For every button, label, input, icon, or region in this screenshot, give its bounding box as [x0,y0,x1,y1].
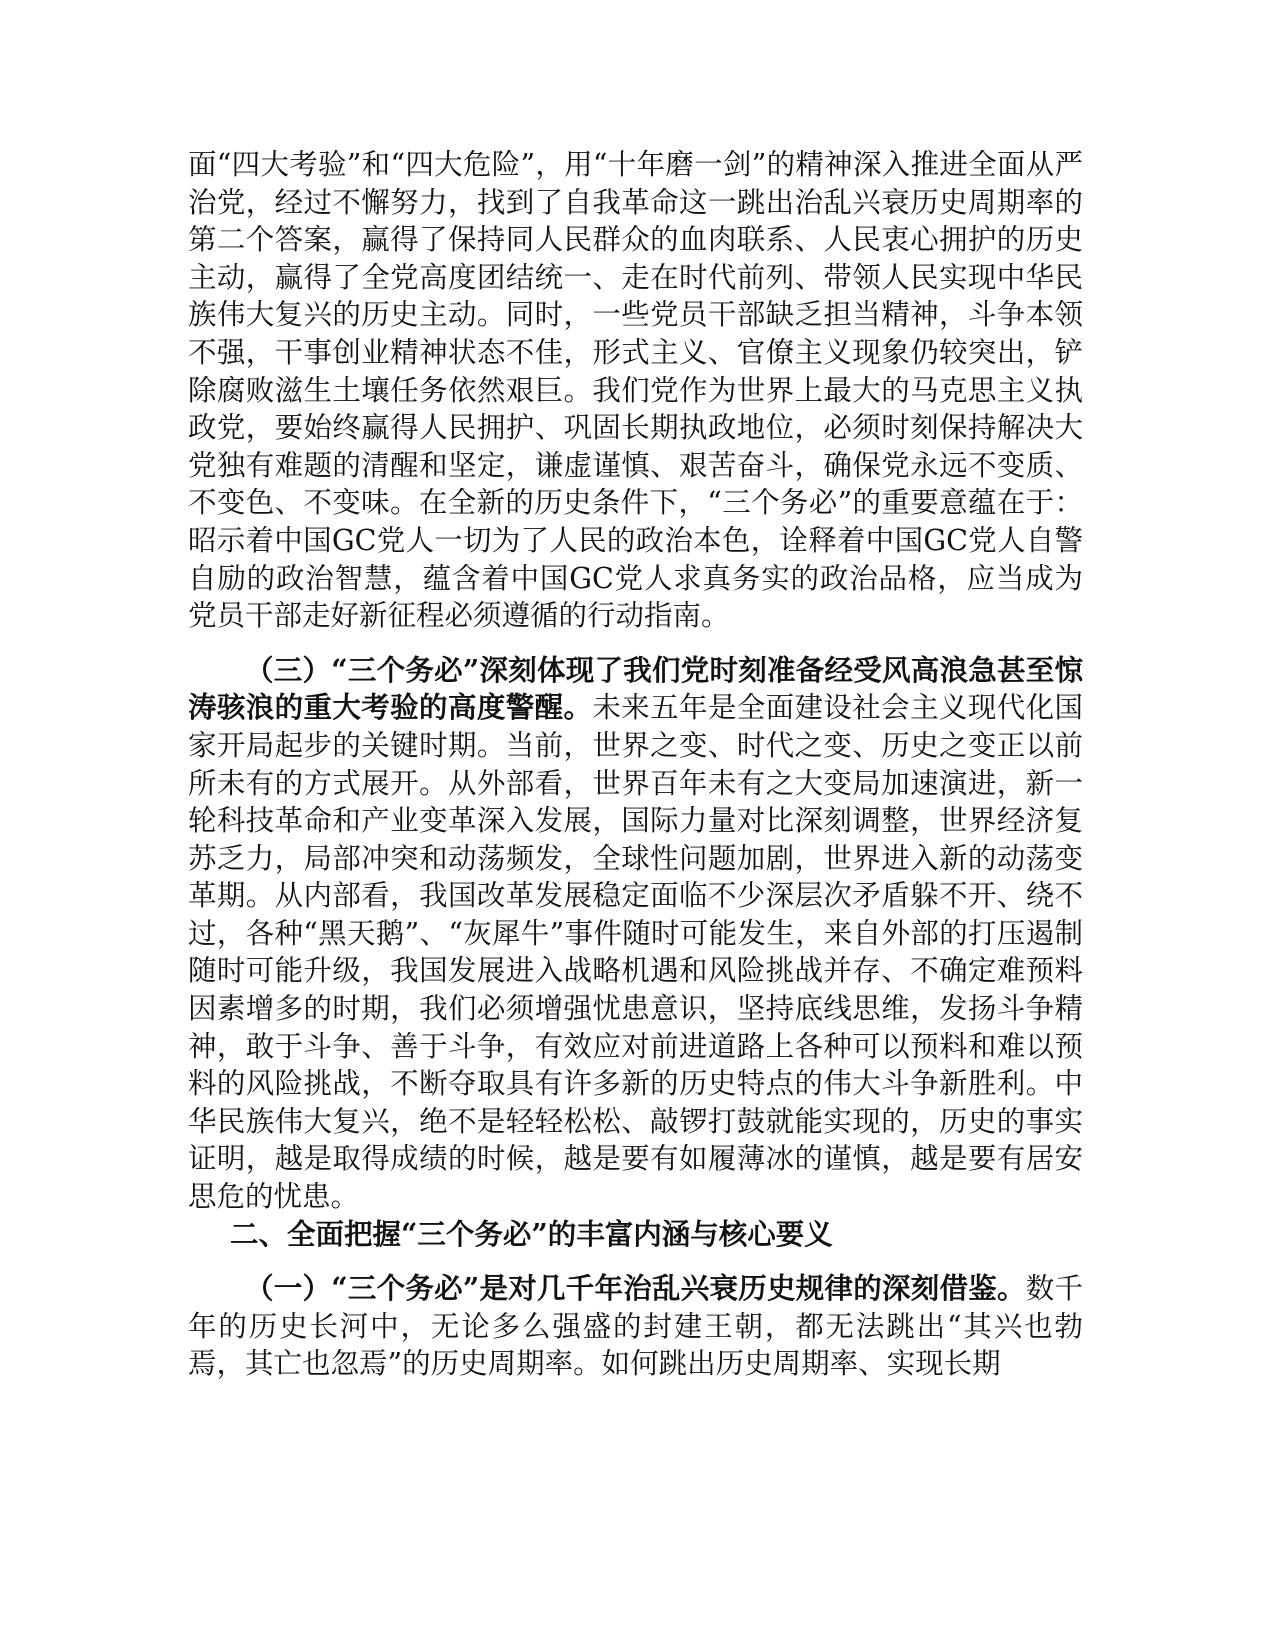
paragraph-text: 面“四大考验”和“四大危险”，用“十年磨一剑”的精神深入推进全面从严治党，经过不懈努力，找到了自我革命这一跳出治乱兴衰历史周期率的第二个答案，赢得了保持同人民群众的血肉联系、人民衷心拥护的历史主动，赢得了全党高度团结统一、走在时代前列、带领人民实现中华民族伟大复兴的历史主动。同时，一些党员干部缺乏担当精神，斗争本领不强，干事创业精神状态不佳，形式主义、官僚主义现象仍较突出，铲除腐败滋生土壤任务依然艰巨。我们党作为世界上最大的马克思主义执政党，要始终赢得人民拥护、巩固长期执政地位，必须时刻保持解决大党独有难题的清醒和坚定，谦虚谨慎、艰苦奋斗，确保党永远不变质、不变色、不变味。在全新的历史条件下，“三个务必”的重要意蕴在于：昭示着中国GC党人一切为了人民的政治本色，诠释着中国GC党人自警自励的政治智慧，蕴含着中国GC党人求真务实的政治品格，应当成为党员干部走好新征程必须遵循的行动指南。 [188,148,1083,633]
paragraph-bold-lead: （一）“三个务必”是对几千年治乱兴衰历史规律的深刻借鉴。 [245,1271,1026,1306]
paragraph-continued [188,146,1083,635]
paragraph-subsection-1 [188,1270,1083,1383]
section-heading: 二、全面把握“三个务必”的丰富内涵与核心要义 [230,1216,833,1251]
paragraph-text: 数千年的历史长河中，无论多么强盛的封建王朝，都无法跳出“其兴也勃焉，其亡也忽焉”的历史周期率。如何跳出历史周期率、实现长期 [188,1272,1083,1381]
paragraph-text: 未来五年是全面建设社会主义现代化国家开局起步的关键时期。当前，世界之变、时代之变、历史之变正以前所未有的方式展开。从外部看，世界百年未有之大变局加速演进，新一轮科技革命和产业变革深入发展，国际力量对比深刻调整，世界经济复苏乏力，局部冲突和动荡频发，全球性问题加剧，世界进入新的动荡变革期。从内部看，我国改革发展稳定面临不少深层次矛盾躲不开、绕不过，各种“黑天鹅”、“灰犀牛”事件随时可能发生，来自外部的打压遏制随时可能升级，我国发展进入战略机遇和风险挑战并存、不确定难预料因素增多的时期，我们必须增强忧患意识，坚持底线思维，发扬斗争精神，敢于斗争、善于斗争，有效应对前进道路上各种可以预料和难以预料的风险挑战，不断夺取具有许多新的历史特点的伟大斗争新胜利。中华民族伟大复兴，绝不是轻轻松松、敲锣打鼓就能实现的，历史的事实证明，越是取得成绩的时候，越是要有如履薄冰的谨慎，越是要有居安思危的忧患。 [188,691,1083,1214]
paragraph-bold-lead: （三）“三个务必”深刻体现了我们党时刻准备经受风高浪急甚至惊涛骇浪的重大考验的高度警醒。 [188,652,1083,725]
document-body [188,146,1083,1383]
paragraph-section-3 [188,652,1083,1216]
